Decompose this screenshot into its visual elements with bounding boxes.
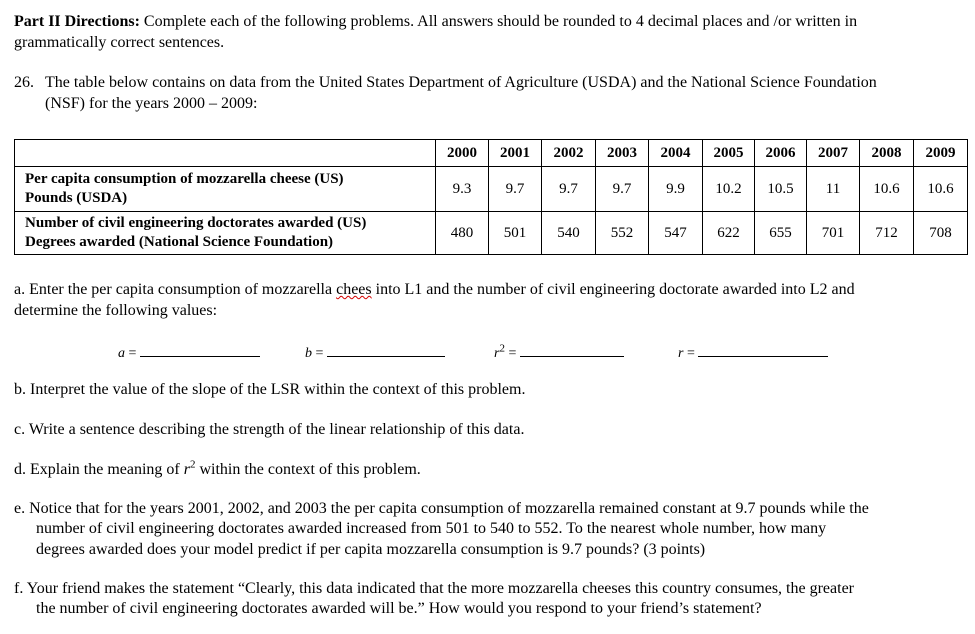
part-d-var: r [183,461,190,478]
table-row [15,212,968,255]
year-header: 2006 [755,140,807,167]
field-var: r [494,346,500,361]
table-cell: 552 [596,212,649,255]
directions-heading: Part II Directions: [14,13,140,30]
row-label [15,167,436,212]
part-d-post: within the context of this problem. [195,461,421,478]
misspelled-word: chees [336,281,372,298]
part-a-line2: determine the following values: [14,302,218,319]
table-cell: 501 [489,212,542,255]
table-cell: 540 [542,212,596,255]
table-cell: 9.7 [489,167,542,212]
year-header: 2008 [860,140,914,167]
table-cell: 9.3 [436,167,489,212]
data-table [14,139,968,255]
table-cell: 9.7 [542,167,596,212]
field-eq: = [683,346,695,361]
year-header: 2005 [703,140,755,167]
row-label-line2: Pounds (USDA) [25,190,128,206]
field-eq: = [312,346,324,361]
answer-field-b [305,342,445,364]
year-header: 2007 [807,140,860,167]
answer-blank-b[interactable] [327,342,445,357]
directions-line1 [14,12,857,32]
answer-blank-r[interactable] [698,342,828,357]
year-header: 2000 [436,140,489,167]
part-a-text-pre: a. Enter the per capita consumption of mozzarella [14,281,337,298]
problem-number: 26. [14,74,34,91]
table-cell: 11 [807,167,860,212]
year-header: 2009 [914,140,968,167]
table-cell: 701 [807,212,860,255]
field-var: b [305,346,312,361]
part-e-line1: e. Notice that for the years 2001, 2002, and 2003 the per capita consumption of mozzarella remained constant at 9.7 pounds while the [14,500,869,517]
part-e-line3: degrees awarded does your model predict if per capita mozzarella consumption is 9.7 pounds? (3 points) [36,541,706,558]
directions-line2: grammatically correct sentences. [14,34,225,51]
table-cell: 10.5 [755,167,807,212]
year-header: 2001 [489,140,542,167]
year-header: 2004 [649,140,703,167]
field-var: r [678,346,684,361]
table-cell: 9.9 [649,167,703,212]
part-d-pre: d. Explain the meaning of [14,461,184,478]
field-var: a [118,346,125,361]
answer-blank-r2[interactable] [520,342,624,357]
part-f-line2: the number of civil engineering doctorates awarded will be.” How would you respond to your friend’s statement? [36,600,762,617]
table-header-row [15,140,968,167]
field-eq: = [125,346,137,361]
table-cell: 622 [703,212,755,255]
part-c: c. Write a sentence describing the strength of the linear relationship of this data. [14,421,525,438]
field-sup: 2 [499,342,505,355]
answer-field-a [118,342,260,364]
directions-text: Complete each of the following problems. All answers should be rounded to 4 decimal places and /or written in [143,13,858,30]
table-cell: 547 [649,212,703,255]
table-cell: 10.2 [703,167,755,212]
table-corner-cell [15,140,436,167]
table-cell: 480 [436,212,489,255]
table-cell: 9.7 [596,167,649,212]
year-header: 2002 [542,140,596,167]
answer-field-r2 [494,342,624,364]
answer-blank-a[interactable] [140,342,260,357]
table-cell: 10.6 [860,167,914,212]
table-cell: 10.6 [914,167,968,212]
part-f-line1: f. Your friend makes the statement “Clearly, this data indicated that the more mozzarella cheeses this country consumes, the greater [14,580,855,597]
row-label [15,212,436,255]
part-a-text-post: into L1 and the number of civil engineering doctorate awarded into L2 and [371,281,855,298]
problem-intro-line2: (NSF) for the years 2000 – 2009: [45,95,258,112]
part-d-sup: 2 [189,458,196,471]
table-cell: 708 [914,212,968,255]
problem-intro-line1: The table below contains on data from the United States Department of Agriculture (USDA) and the National Science Foundation [45,74,877,91]
row-label-line2: Degrees awarded (National Science Foundation) [25,234,334,250]
row-label-line1: Number of civil engineering doctorates awarded (US) [25,215,367,231]
part-e-line2: number of civil engineering doctorates awarded increased from 501 to 540 to 552. To the nearest whole number, how many [36,520,827,537]
table-cell: 712 [860,212,914,255]
part-d [14,460,421,480]
field-eq: = [504,346,517,361]
table-row [15,167,968,212]
year-header: 2003 [596,140,649,167]
answer-field-r [678,342,828,364]
part-a-line1 [14,280,855,300]
part-b: b. Interpret the value of the slope of the LSR within the context of this problem. [14,381,526,398]
table-cell: 655 [755,212,807,255]
row-label-line1: Per capita consumption of mozzarella cheese (US) [25,171,344,187]
